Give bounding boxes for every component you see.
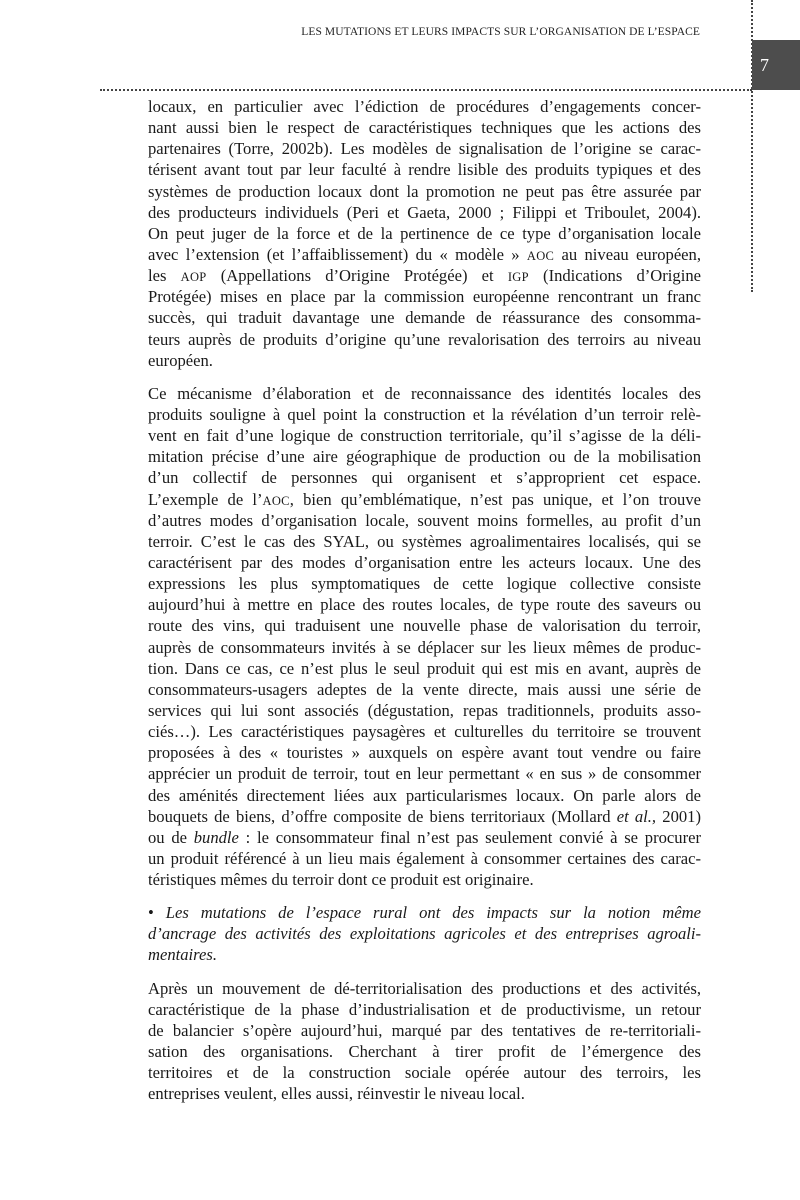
- text-line: [148, 425, 701, 446]
- text-segment: vent en fait d’une logique de construction territoriale, qu’il s’agisse de la déli-: [148, 426, 701, 446]
- text-segment: teurs auprès de produits d’origine qu’une revalorisation des terroirs au niveau: [148, 329, 701, 349]
- text-line: [148, 615, 701, 636]
- text-segment: entreprises veulent, elles aussi, réinvestir le niveau local.: [148, 1084, 525, 1104]
- text-segment: de balancier s’opère aujourd’hui, marqué par des tentatives de re-territoriali-: [148, 1020, 701, 1040]
- text-segment: d’autres modes d’organisation locale, souvent moins formelles, au profit d’un: [148, 510, 701, 530]
- text-line: [148, 117, 701, 138]
- text-line: [148, 721, 701, 742]
- text-line: [148, 763, 701, 784]
- text-line: [148, 658, 701, 679]
- text-line: [148, 489, 701, 510]
- text-line: [148, 307, 701, 328]
- text-segment: locaux, en particulier avec l’édiction de procédures d’engagements concer-: [148, 97, 701, 116]
- text-line: [148, 902, 701, 923]
- acronym: AOC: [262, 493, 290, 508]
- text-line: [148, 637, 701, 658]
- text-line: [148, 679, 701, 700]
- text-segment: terroir. C’est le cas des SYAL, ou systèmes agroalimentaires localisés, qui se: [148, 531, 701, 551]
- paragraph: [148, 96, 701, 371]
- italic-text: Les mutations de l’espace rural ont des impacts sur la notion même: [165, 903, 701, 923]
- text-segment: téristiques mêmes du terroir dont ce produit est originaire.: [148, 870, 534, 890]
- text-segment: consommateurs-usagers adeptes de la vente directe, mais aussi une série de: [148, 679, 701, 699]
- text-line: [148, 552, 701, 573]
- text-segment: partenaires (Torre, 2002b). Les modèles de signalisation de l’origine se carac-: [148, 139, 701, 159]
- text-segment: bouquets de biens, d’offre composite de biens territoriaux (Mollard: [148, 806, 617, 826]
- text-segment: sation des organisations. Cherchant à tirer profit de l’émergence des: [148, 1042, 701, 1062]
- text-segment: caractéristique de la phase d’industrialisation et de productivisme, un retour: [148, 999, 701, 1019]
- text-segment: , bien qu’emblématique, n’est pas unique, et l’on trouve: [289, 489, 701, 509]
- text-segment: 2001): [656, 806, 701, 826]
- bullet-paragraph: [148, 902, 701, 965]
- text-line: [148, 531, 701, 552]
- text-line: [148, 286, 701, 307]
- text-line: [148, 785, 701, 806]
- text-segment: des aménités directement liées aux particularismes locaux. On parle alors de: [148, 785, 701, 805]
- acronym: AOC: [526, 248, 555, 263]
- text-segment: territoires et de la construction sociale opérée autour des terroirs, les: [148, 1063, 701, 1083]
- text-line: [148, 404, 701, 425]
- header-dotted-rule: [100, 89, 752, 91]
- paragraph: [148, 383, 701, 890]
- text-segment: systèmes de production locaux dont la promotion ne peut pas être assurée par: [148, 181, 701, 201]
- text-segment: expressions les plus symptomatiques de cette logique collective consiste: [148, 574, 701, 594]
- italic-text: bundle: [193, 827, 239, 847]
- text-segment: route des vins, qui traduisent une nouvelle phase de valorisation du terroir,: [148, 616, 701, 636]
- text-segment: au niveau européen,: [554, 244, 701, 264]
- body-text: [148, 96, 701, 1116]
- text-line: [148, 223, 701, 244]
- text-segment: succès, qui traduit davantage une demande de réassurance des consomma-: [148, 308, 701, 328]
- text-line: [148, 978, 701, 999]
- text-line: [148, 1062, 701, 1083]
- running-header: LES MUTATIONS ET LEURS IMPACTS SUR L’ORGANISATION DE L’ESPACE: [301, 26, 700, 38]
- text-segment: les: [148, 266, 181, 286]
- text-line: [148, 1083, 701, 1104]
- text-line: [148, 848, 701, 869]
- text-segment: (Indications d’Origine: [528, 266, 701, 286]
- text-segment: : le consommateur final n’est pas seulement convié à se procurer: [238, 827, 701, 847]
- text-line: [148, 944, 701, 965]
- text-segment: des producteurs individuels (Peri et Gaeta, 2000 ; Filippi et Triboulet, 2004).: [148, 202, 701, 222]
- text-segment: ou de: [148, 827, 194, 847]
- text-segment: européen.: [148, 350, 213, 370]
- text-segment: ciés…). Les caractéristiques paysagères et culturelles du territoire se trouvent: [148, 722, 701, 742]
- text-line: [148, 202, 701, 223]
- page-number-tab: [752, 40, 800, 90]
- text-segment: un produit référencé à un lieu mais également à consommer certaines des carac-: [148, 848, 701, 868]
- text-line: [148, 446, 701, 467]
- text-segment: tion. Dans ce cas, ce n’est plus le seul produit qui est mis en avant, auprès de: [148, 658, 701, 678]
- text-segment: caractérisent par des modes d’organisation entre les acteurs locaux. Une des: [148, 552, 701, 572]
- page-number: 7: [760, 55, 769, 75]
- text-line: [148, 827, 701, 848]
- text-segment: services qui lui sont associés (dégustation, repas traditionnels, produits asso-: [148, 700, 701, 720]
- text-line: [148, 244, 701, 265]
- text-line: [148, 510, 701, 531]
- text-line: [148, 159, 701, 180]
- text-line: [148, 383, 701, 404]
- text-line: [148, 96, 701, 117]
- text-line: [148, 742, 701, 763]
- text-segment: avec l’extension (et l’affaiblissement) du « modèle »: [148, 244, 527, 264]
- text-segment: térisent avant tout par leur faculté à rendre lisible des produits typiques et des: [148, 160, 701, 180]
- text-line: [148, 329, 701, 350]
- text-segment: On peut juger de la force et de la pertinence de ce type d’organisation locale: [148, 223, 701, 243]
- text-line: [148, 700, 701, 721]
- text-segment: mitation précise d’une aire géographique de production ou de la mobilisation: [148, 447, 701, 467]
- italic-text: et al.,: [616, 806, 657, 826]
- text-line: [148, 923, 701, 944]
- text-segment: nant aussi bien le respect de caractéristiques techniques que les actions des: [148, 118, 701, 138]
- text-segment: d’un collectif de personnes qui organisent et s’approprient cet espace.: [148, 468, 701, 488]
- text-line: [148, 869, 701, 890]
- text-line: [148, 999, 701, 1020]
- acronym: AOP: [180, 270, 207, 285]
- text-line: [148, 573, 701, 594]
- text-segment: Ce mécanisme d’élaboration et de reconnaissance des identités locales des: [148, 383, 701, 403]
- text-segment: (Appellations d’Origine Protégée) et: [206, 266, 508, 286]
- text-segment: produits souligne à quel point la construction et la révélation d’un terroir relè-: [148, 404, 701, 424]
- italic-text: d’ancrage des activités des exploitations agricoles et des entreprises agroali-: [148, 924, 701, 944]
- text-segment: L’exemple de l’: [148, 489, 263, 509]
- paragraph: [148, 978, 701, 1105]
- italic-text: mentaires.: [148, 945, 217, 965]
- text-line: [148, 1041, 701, 1062]
- text-segment: aujourd’hui à mettre en place des routes locales, de type route des saveurs ou: [148, 595, 701, 615]
- text-line: [148, 265, 701, 286]
- text-line: [148, 138, 701, 159]
- text-segment: •: [148, 903, 166, 923]
- text-line: [148, 350, 701, 371]
- text-segment: apprécier un produit de terroir, tout en leur permettant « en sus » de consommer: [148, 764, 701, 784]
- text-line: [148, 806, 701, 827]
- text-line: [148, 594, 701, 615]
- text-segment: Après un mouvement de dé-territorialisation des productions et des activités,: [148, 978, 701, 998]
- text-segment: Protégée) mises en place par la commission européenne rencontrant un franc: [148, 287, 701, 307]
- text-segment: auprès de consommateurs invités à se déplacer sur les lieux mêmes de produc-: [148, 637, 701, 657]
- text-line: [148, 467, 701, 488]
- acronym: IGP: [507, 270, 529, 285]
- text-line: [148, 181, 701, 202]
- text-segment: proposées à des « touristes » auxquels on espère avant tout vendre ou faire: [148, 743, 701, 763]
- text-line: [148, 1020, 701, 1041]
